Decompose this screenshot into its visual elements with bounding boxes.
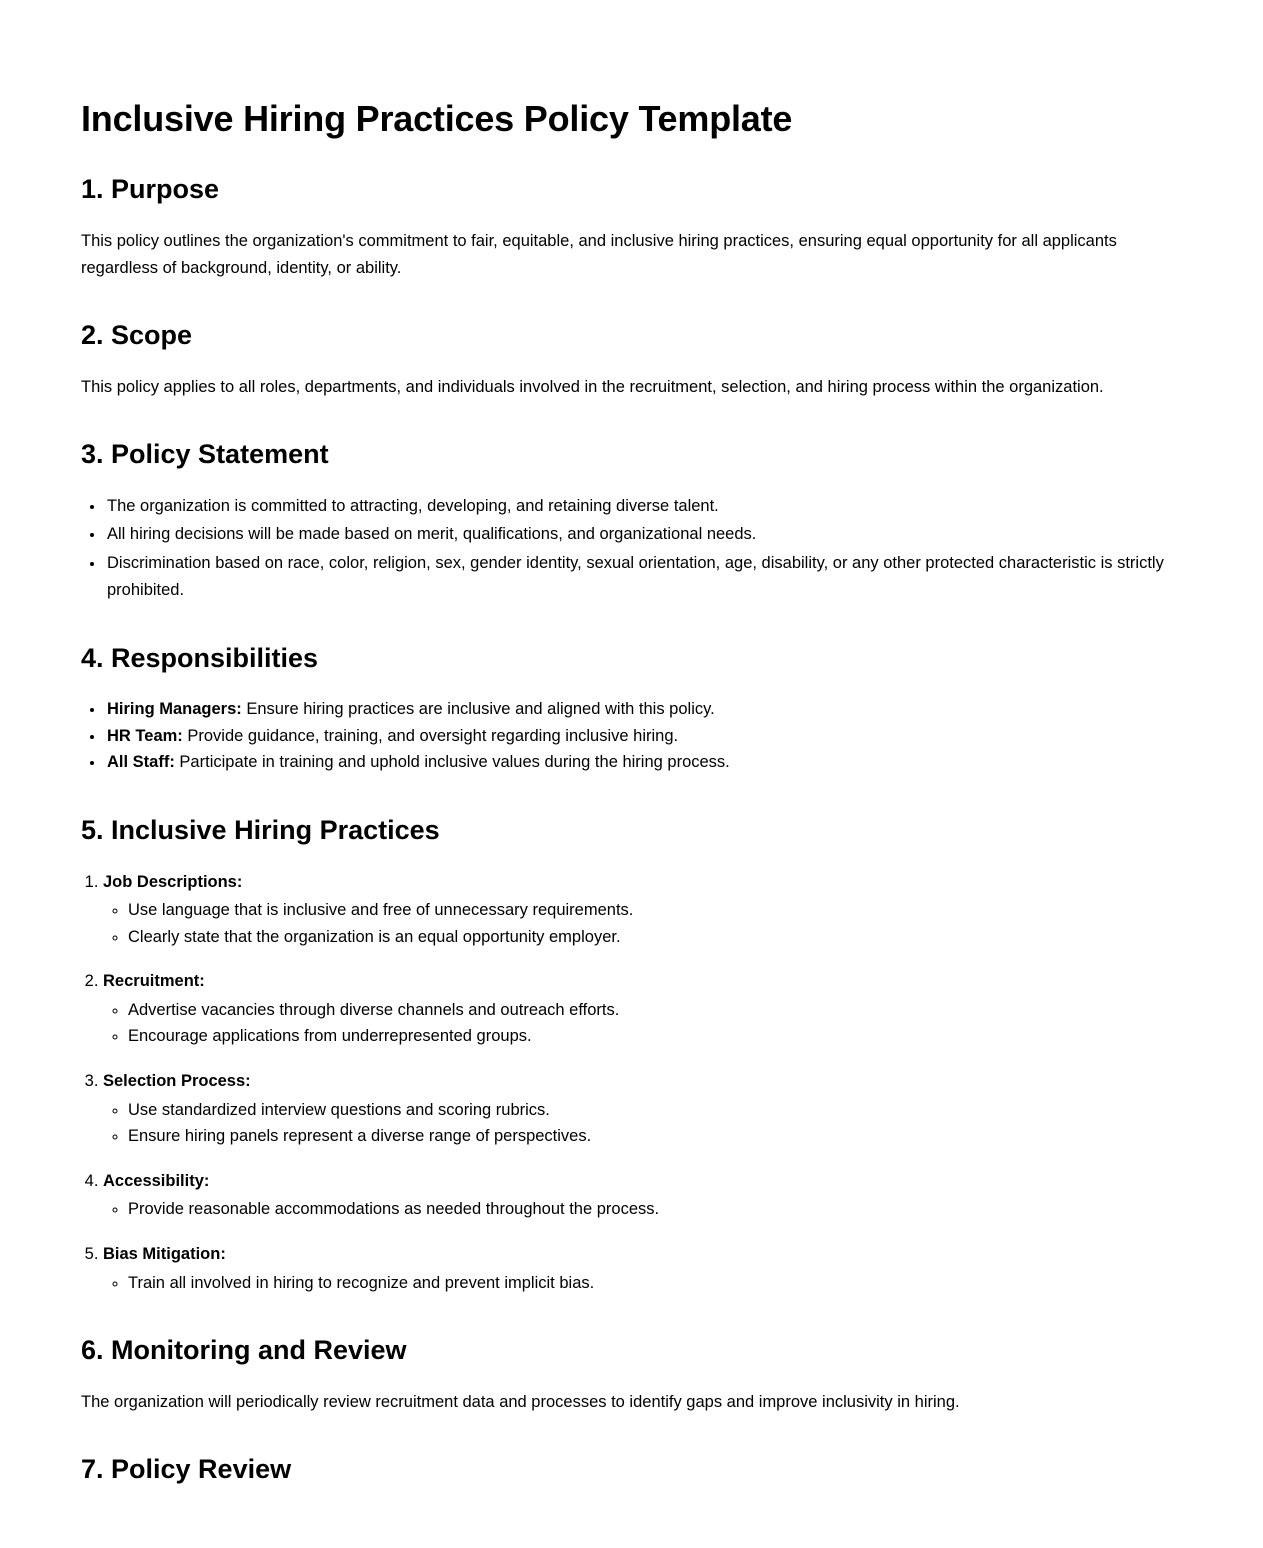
section-heading-scope: 2. Scope	[81, 320, 193, 351]
sublist-item: ◦ Advertise vacancies through diverse channels and outreach efforts.	[128, 997, 1165, 1024]
list-item	[103, 968, 1165, 1050]
responsibility-label: HR Team:	[107, 726, 183, 745]
list-item	[105, 696, 1165, 723]
practice-sublist	[103, 1097, 1165, 1150]
section-policy-review	[81, 1453, 1165, 1485]
practice-title: Selection Process:	[103, 1072, 251, 1091]
sublist-item: ◦ Train all involved in hiring to recognize and prevent implicit bias.	[128, 1270, 1165, 1297]
section-heading-monitoring-and-review: 6. Monitoring and Review	[81, 1335, 407, 1366]
practice-title: Accessibility:	[103, 1172, 210, 1191]
policy-statement-list	[81, 493, 1165, 604]
list-item: • The organization is committed to attracting, developing, and retaining diverse talent.	[105, 493, 1165, 520]
section-purpose	[81, 173, 1165, 281]
responsibility-label: Hiring Managers:	[107, 699, 242, 718]
list-item	[103, 869, 1165, 951]
section-scope	[81, 319, 1165, 400]
sublist-item: ◦ Provide reasonable accommodations as needed throughout the process.	[128, 1196, 1165, 1223]
section-policy-statement	[81, 438, 1165, 603]
section-monitoring-and-review	[81, 1334, 1165, 1415]
responsibility-text: Participate in training and uphold inclusive values during the hiring process.	[174, 753, 730, 772]
sublist-item: ◦ Use standardized interview questions and scoring rubrics.	[128, 1097, 1165, 1124]
section-heading-inclusive-hiring-practices: 5. Inclusive Hiring Practices	[81, 815, 440, 846]
responsibility-text: Ensure hiring practices are inclusive and aligned with this policy.	[241, 699, 715, 718]
sublist-item: ◦ Clearly state that the organization is an equal opportunity employer.	[128, 924, 1165, 951]
section-responsibilities	[81, 642, 1165, 777]
section-paragraph-monitoring-and-review: The organization will periodically review recruitment data and processes to identify gaps and improve inclusivity in hiring.	[81, 1392, 960, 1411]
section-heading-policy-review: 7. Policy Review	[81, 1454, 292, 1485]
list-item	[105, 749, 1165, 776]
list-item: • Discrimination based on race, color, religion, sex, gender identity, sexual orientation, age, disability, or any other protected characteristic is strictly prohibited.	[105, 550, 1165, 603]
practice-sublist	[103, 897, 1165, 950]
sublist-item: ◦ Ensure hiring panels represent a diverse range of perspectives.	[128, 1123, 1165, 1150]
responsibility-text: Provide guidance, training, and oversight regarding inclusive hiring.	[182, 726, 679, 745]
section-paragraph-scope: This policy applies to all roles, departments, and individuals involved in the recruitment, selection, and hiring process within the organization.	[81, 377, 1104, 396]
list-item	[105, 723, 1165, 750]
practice-title: Bias Mitigation:	[103, 1245, 226, 1264]
practice-sublist	[103, 1196, 1165, 1223]
practice-sublist	[103, 1270, 1165, 1297]
practice-sublist	[103, 997, 1165, 1050]
page-title: Inclusive Hiring Practices Policy Template	[81, 98, 793, 139]
practice-title: Job Descriptions:	[103, 872, 243, 891]
sublist-item: ◦ Encourage applications from underrepresented groups.	[128, 1023, 1165, 1050]
sublist-item: ◦ Use language that is inclusive and free of unnecessary requirements.	[128, 897, 1165, 924]
list-item	[103, 1168, 1165, 1223]
section-paragraph-purpose: This policy outlines the organization's commitment to fair, equitable, and inclusive hiring practices, ensuring equal opportunity for all applicants regardless of background, identity, or ability.	[81, 231, 1117, 277]
list-item	[103, 1241, 1165, 1296]
responsibility-label: All Staff:	[107, 753, 175, 772]
inclusive-hiring-practices-list	[81, 869, 1165, 1297]
responsibilities-list	[81, 696, 1165, 776]
list-item: • All hiring decisions will be made based on merit, qualifications, and organizational needs.	[105, 521, 1165, 548]
section-heading-responsibilities: 4. Responsibilities	[81, 642, 319, 673]
section-inclusive-hiring-practices	[81, 814, 1165, 1296]
list-item	[103, 1068, 1165, 1150]
practice-title: Recruitment:	[103, 972, 205, 991]
section-heading-purpose: 1. Purpose	[81, 174, 220, 205]
section-heading-policy-statement: 3. Policy Statement	[81, 439, 329, 470]
